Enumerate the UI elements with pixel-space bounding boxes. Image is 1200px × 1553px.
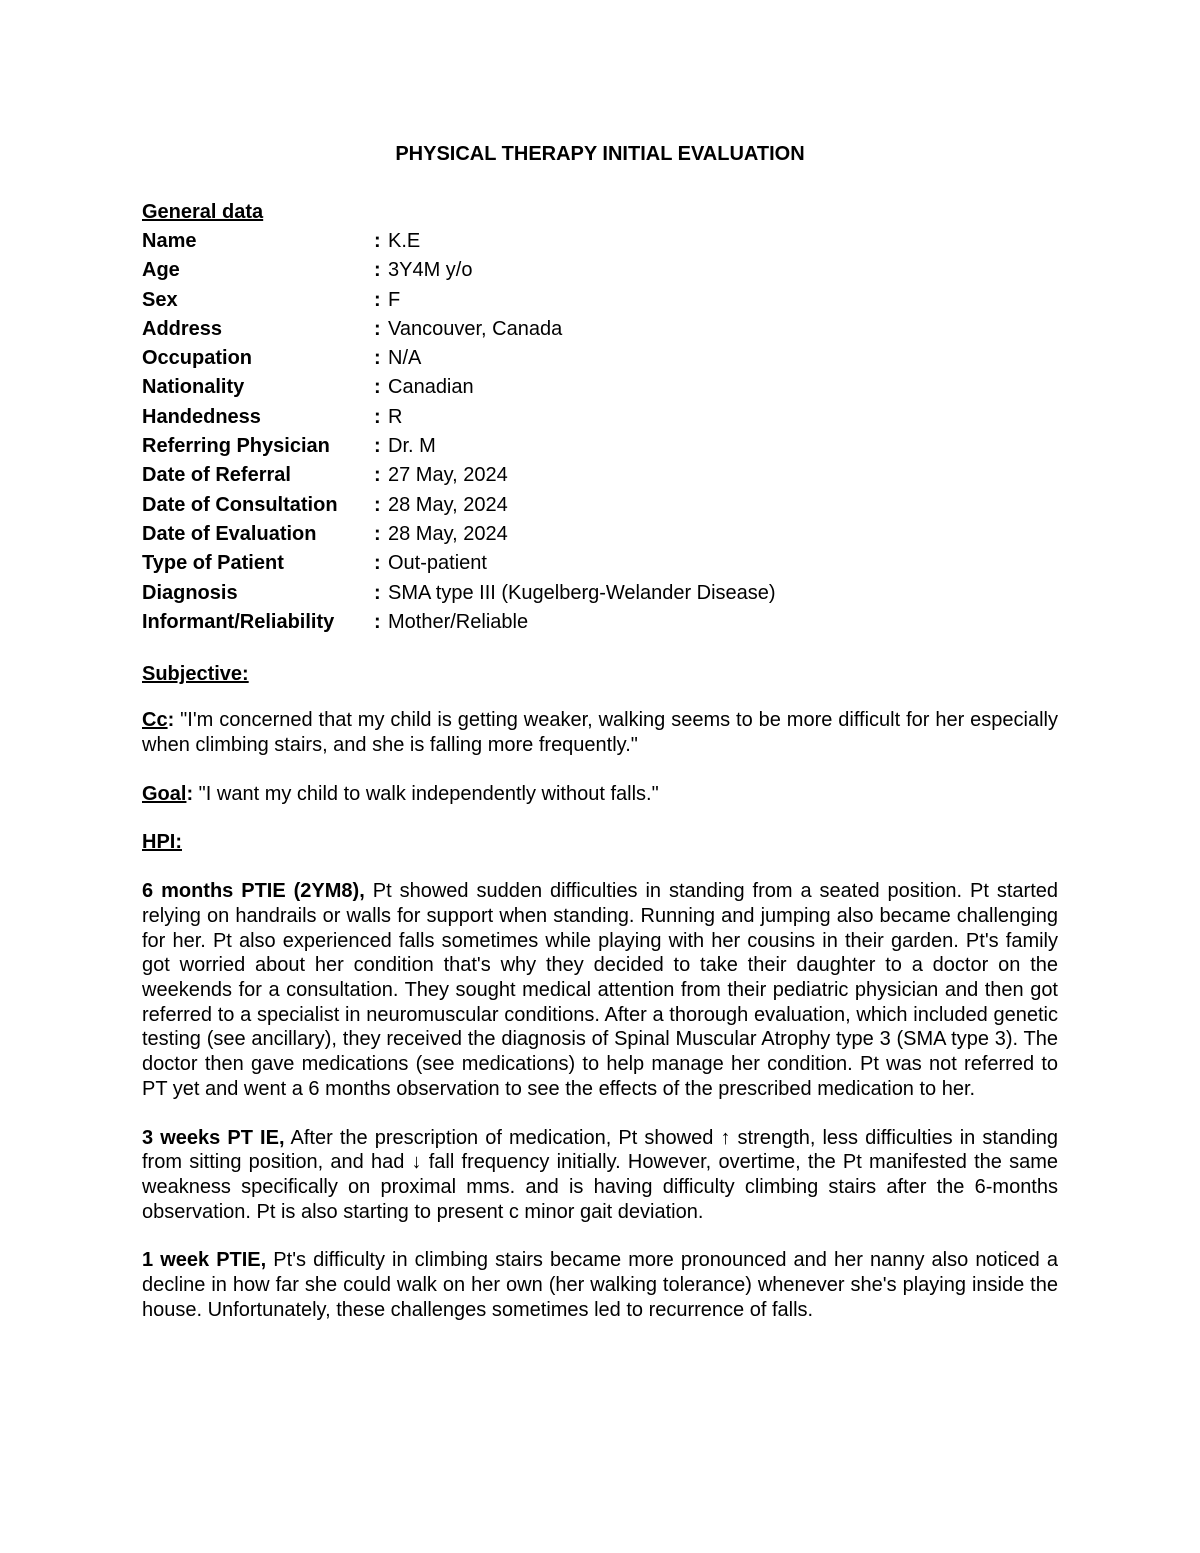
field-separator: : bbox=[374, 581, 381, 604]
field-label: Diagnosis bbox=[142, 581, 238, 604]
hpi-entry-lead: 3 weeks PT IE, bbox=[142, 1126, 285, 1149]
field-value: 28 May, 2024 bbox=[388, 522, 508, 545]
field-separator: : bbox=[374, 552, 381, 575]
field-label: Occupation bbox=[142, 347, 253, 370]
field-label: Address bbox=[142, 317, 223, 340]
field-separator: : bbox=[374, 230, 381, 252]
field-value: Mother/Reliable bbox=[388, 610, 529, 633]
hpi-entry-1-week bbox=[142, 1248, 1058, 1322]
field-separator: : bbox=[374, 522, 381, 545]
chief-complaint bbox=[142, 708, 1058, 757]
field-separator: : bbox=[374, 405, 381, 428]
hpi-entry-3-weeks bbox=[142, 1126, 1058, 1225]
general-data-row-name bbox=[142, 227, 1058, 256]
field-label: Date of Consultation bbox=[142, 493, 338, 516]
field-value: Dr. M bbox=[388, 435, 436, 458]
hpi-entry-text: Pt's difficulty in climbing stairs became more pronounced and her nanny also noticed a decline in how far she could walk on her own (her walking tolerance) whenever she's playing inside the house. Unfortunately, these challenges sometimes led to recurrence of falls. bbox=[142, 1249, 1059, 1321]
cc-label: Cc bbox=[142, 709, 168, 732]
general-data-row-referring-physician bbox=[142, 432, 1058, 461]
general-data-row-address bbox=[142, 315, 1058, 344]
field-label: Date of Evaluation bbox=[142, 522, 317, 545]
field-label: Name bbox=[142, 230, 197, 252]
field-value: K.E bbox=[388, 230, 421, 252]
field-label: Age bbox=[142, 259, 180, 282]
field-separator: : bbox=[374, 288, 381, 311]
field-separator: : bbox=[374, 610, 381, 633]
field-value: 28 May, 2024 bbox=[388, 493, 508, 516]
hpi-entry-lead: 6 months PTIE (2YM8), bbox=[142, 880, 365, 903]
field-label: Type of Patient bbox=[142, 552, 284, 575]
general-data-row-occupation bbox=[142, 344, 1058, 373]
patient-goal bbox=[142, 782, 1058, 807]
field-separator: : bbox=[374, 347, 381, 370]
subjective-heading: Subjective: bbox=[142, 663, 249, 686]
field-value: 27 May, 2024 bbox=[388, 464, 508, 487]
goal-label: Goal bbox=[142, 782, 187, 805]
general-data-row-date-of-evaluation bbox=[142, 520, 1058, 549]
field-separator: : bbox=[374, 435, 381, 458]
field-separator: : bbox=[374, 493, 381, 516]
general-data-row-sex bbox=[142, 286, 1058, 315]
general-data-row-type-of-patient bbox=[142, 549, 1058, 578]
field-label: Sex bbox=[142, 288, 178, 311]
document-page bbox=[142, 140, 1058, 1323]
field-value: Canadian bbox=[388, 376, 474, 399]
general-data-row-handedness bbox=[142, 403, 1058, 432]
field-label: Informant/Reliability bbox=[142, 610, 335, 633]
field-value: N/A bbox=[388, 347, 422, 370]
goal-colon: : bbox=[186, 782, 194, 805]
hpi-entry-text: Pt showed sudden difficulties in standing from a seated position. Pt started relying on handrails or walls for support when standing. Running and jumping also became challenging for her. Pt also experienced falls sometimes while playing with her cousins in their garden. Pt's family got worried about her condition that's why they decided to take their daughter to a doctor on the weekends for a consultation. They sought medical attention from their pediatric physician and then got referred to a specialist in neuromuscular conditions. After a thorough evaluation, which included genetic testing (see ancillary), they received the diagnosis of Spinal Muscular Atrophy type 3 (SMA type 3). The doctor then gave medications (see medications) to help manage her condition. Pt was not referred to PT yet and went a 6 months observation to see the effects of the prescribed medication to her. bbox=[142, 880, 1058, 1100]
general-data-row-age bbox=[142, 256, 1058, 285]
cc-colon: : bbox=[167, 709, 175, 732]
field-value: Vancouver, Canada bbox=[388, 317, 563, 340]
field-value: Out-patient bbox=[388, 552, 487, 575]
field-separator: : bbox=[374, 317, 381, 340]
field-label: Date of Referral bbox=[142, 464, 291, 487]
field-value: F bbox=[388, 288, 401, 311]
hpi-entry-6-months bbox=[142, 879, 1058, 1101]
document-title: PHYSICAL THERAPY INITIAL EVALUATION bbox=[395, 143, 805, 165]
field-separator: : bbox=[374, 464, 381, 487]
field-value: SMA type III (Kugelberg-Welander Disease) bbox=[388, 581, 776, 604]
general-data-heading: General data bbox=[142, 201, 264, 223]
general-data-row-informant bbox=[142, 608, 1058, 637]
hpi-entry-text: After the prescription of medication, Pt showed ↑ strength, less difficulties in standing from sitting position, and had ↓ fall frequency initially. However, overtime, the Pt manifested the same weakness specifically on proximal mms. and is having difficulty climbing stairs after the 6-months observation. Pt is also starting to present c minor gait deviation. bbox=[142, 1126, 1058, 1223]
field-label: Handedness bbox=[142, 405, 261, 428]
field-label: Referring Physician bbox=[142, 435, 330, 458]
field-value: R bbox=[388, 405, 403, 428]
field-label: Nationality bbox=[142, 376, 245, 399]
hpi-heading: HPI: bbox=[142, 831, 182, 854]
hpi-entry-lead: 1 week PTIE, bbox=[142, 1249, 267, 1272]
cc-text: "I'm concerned that my child is getting weaker, walking seems to be more difficult for her especially when climbing stairs, and she is falling more frequently." bbox=[142, 709, 1058, 756]
general-data-row-date-of-referral bbox=[142, 461, 1058, 490]
general-data-row-date-of-consultation bbox=[142, 491, 1058, 520]
general-data-row-diagnosis bbox=[142, 579, 1058, 608]
general-data-row-nationality bbox=[142, 373, 1058, 402]
field-separator: : bbox=[374, 259, 381, 282]
general-data-table bbox=[142, 227, 1058, 637]
field-value: 3Y4M y/o bbox=[388, 259, 473, 282]
goal-text: "I want my child to walk independently without falls." bbox=[193, 782, 659, 805]
field-separator: : bbox=[374, 376, 381, 399]
